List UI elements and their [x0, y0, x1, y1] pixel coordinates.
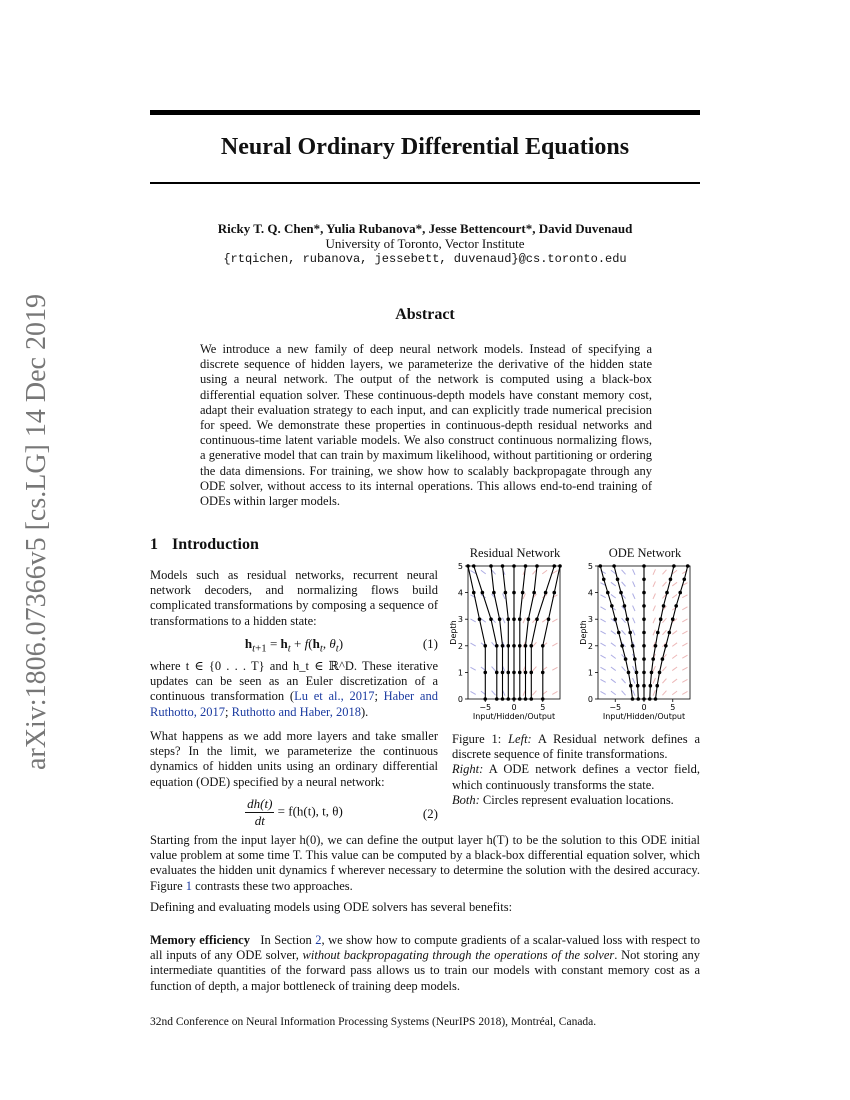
- field-arrow: [662, 667, 666, 671]
- evaluation-point: [635, 671, 639, 675]
- evaluation-point: [521, 591, 525, 595]
- caption-right-text: A ODE network defines a vector field, which continuously transforms the state.: [452, 762, 700, 792]
- paper-title: Neural Ordinary Differential Equations: [220, 134, 630, 160]
- field-arrow: [492, 691, 496, 695]
- emails: {rtqichen, rubanova, jessebett, duvenaud}@cs.toronto.edu: [223, 252, 627, 266]
- intro-p2-text: where t ∈ {0 . . . T} and h_t ∈ ℝ^D. These iterative updates can be seen as an Euler discretization of a continuous transformation (: [150, 659, 438, 704]
- y-axis-label: Depth: [449, 620, 458, 645]
- intro-p4-end: contrasts these two approaches.: [192, 878, 353, 893]
- field-arrow: [662, 570, 666, 574]
- field-arrow: [622, 691, 626, 695]
- field-arrow: [672, 631, 677, 635]
- y-tick-label: 1: [587, 668, 593, 678]
- evaluation-point: [495, 671, 499, 675]
- evaluation-point: [529, 644, 533, 648]
- evaluation-point: [541, 644, 545, 648]
- y-tick-label: 4: [587, 588, 593, 598]
- section-title: Introduction: [172, 536, 259, 553]
- evaluation-point: [506, 671, 510, 675]
- field-arrow: [532, 642, 536, 646]
- evaluation-point: [478, 617, 482, 621]
- field-arrow: [611, 631, 616, 635]
- field-arrow: [633, 630, 635, 635]
- y-tick-label: 3: [587, 615, 593, 625]
- p6-text-a: In Section: [260, 933, 316, 947]
- intro-paragraph-5: Defining and evaluating models using ODE solvers has several benefits:: [150, 900, 513, 914]
- caption-both-text: Circles represent evaluation locations.: [479, 792, 674, 807]
- evaluation-point: [654, 644, 658, 648]
- evaluation-point: [501, 644, 505, 648]
- evaluation-point: [613, 617, 617, 621]
- cite-ruthotto[interactable]: Ruthotto and Haber, 2018: [231, 704, 361, 719]
- field-arrow: [653, 630, 655, 635]
- evaluation-point: [481, 591, 485, 595]
- field-arrow: [622, 570, 626, 574]
- evaluation-point: [642, 604, 646, 608]
- field-arrow: [682, 679, 687, 682]
- evaluation-point: [498, 617, 502, 621]
- field-arrow: [481, 619, 486, 623]
- equation-2-rhs: = f(h(t), t, θ): [274, 803, 343, 819]
- evaluation-point: [627, 671, 631, 675]
- intro-paragraph-3: What happens as we add more layers and take smaller steps? In the limit, we parameterize the continuous dynamics of hidden units using an ordinary differential equation (ODE) specified by a neural network:: [150, 729, 438, 789]
- evaluation-point: [626, 617, 630, 621]
- x-tick-label: 0: [511, 703, 517, 712]
- field-arrow: [552, 643, 557, 646]
- field-arrow: [653, 666, 655, 671]
- trajectory-line: [520, 566, 526, 699]
- evaluation-point: [669, 578, 673, 582]
- caption-left-text: A Residual network defines a discrete sequence of finite transformations.: [452, 732, 701, 762]
- trajectory-line: [503, 566, 509, 699]
- evaluation-point: [524, 671, 528, 675]
- evaluation-point: [472, 591, 476, 595]
- evaluation-point: [552, 591, 556, 595]
- p6-italic: without backpropagating through the operations of the solver: [302, 948, 615, 963]
- evaluation-point: [512, 671, 516, 675]
- cite-sep: ;: [374, 689, 384, 704]
- evaluation-point: [512, 591, 516, 595]
- evaluation-point: [501, 671, 505, 675]
- evaluation-point: [631, 644, 635, 648]
- evaluation-point: [651, 657, 655, 661]
- evaluation-point: [674, 604, 678, 608]
- abstract-heading: Abstract: [395, 306, 455, 323]
- figure-caption: [452, 732, 700, 808]
- affiliation: University of Toronto, Vector Institute: [325, 236, 525, 251]
- evaluation-point: [642, 591, 646, 595]
- evaluation-point: [642, 578, 646, 582]
- trajectory-line: [656, 566, 688, 699]
- field-arrow: [600, 655, 605, 658]
- evaluation-point: [642, 684, 646, 688]
- evaluation-point: [541, 671, 545, 675]
- evaluation-point: [633, 657, 637, 661]
- equation-1-number: (1): [422, 636, 438, 651]
- y-tick-label: 5: [587, 562, 593, 571]
- evaluation-point: [655, 684, 659, 688]
- field-arrow: [470, 619, 475, 622]
- x-tick-label: 5: [670, 703, 676, 712]
- field-arrow: [653, 606, 655, 611]
- cite-haber[interactable]: Haber and Ruthotto, 2017: [150, 689, 438, 719]
- evaluation-point: [512, 644, 516, 648]
- evaluation-point: [483, 644, 487, 648]
- caption-left-label: Left:: [508, 732, 532, 746]
- field-arrow: [503, 593, 505, 598]
- field-arrow: [662, 679, 666, 683]
- evaluation-point: [642, 644, 646, 648]
- field-arrow: [653, 581, 655, 586]
- field-arrow: [552, 667, 557, 670]
- field-arrow: [552, 691, 557, 694]
- evaluation-point: [602, 578, 606, 582]
- figure-ref[interactable]: 1: [185, 878, 193, 893]
- field-arrow: [653, 678, 655, 683]
- ode-network-plot: [579, 562, 690, 721]
- evaluation-point: [619, 591, 623, 595]
- field-arrow: [653, 593, 655, 598]
- y-tick-label: 0: [457, 695, 463, 704]
- field-arrow: [633, 678, 635, 683]
- field-arrow: [622, 618, 626, 622]
- field-arrow: [600, 679, 605, 682]
- field-arrow: [622, 667, 626, 671]
- field-arrow: [672, 655, 677, 659]
- conference-footnote: 32nd Conference on Neural Information Processing Systems (NeurIPS 2018), Montréal, Canada.: [150, 1016, 597, 1028]
- field-arrow: [682, 667, 687, 670]
- field-arrow: [600, 643, 605, 646]
- field-arrow: [600, 595, 605, 598]
- x-tick-label: 0: [641, 703, 647, 712]
- field-arrow: [633, 581, 635, 586]
- evaluation-point: [662, 604, 666, 608]
- evaluation-point: [658, 671, 662, 675]
- evaluation-point: [642, 617, 646, 621]
- evaluation-point: [636, 684, 640, 688]
- evaluation-point: [661, 657, 665, 661]
- field-arrow: [611, 643, 616, 647]
- field-arrow: [633, 606, 635, 611]
- field-arrow: [600, 667, 605, 670]
- field-arrow: [672, 594, 677, 598]
- evaluation-point: [682, 578, 686, 582]
- evaluation-point: [659, 617, 663, 621]
- evaluation-point: [629, 684, 633, 688]
- evaluation-point: [628, 631, 632, 635]
- field-arrow: [662, 618, 666, 622]
- evaluation-point: [495, 644, 499, 648]
- evaluation-point: [518, 617, 522, 621]
- evaluation-point: [649, 684, 653, 688]
- evaluation-point: [492, 591, 496, 595]
- evaluation-point: [624, 657, 628, 661]
- field-arrow: [633, 618, 635, 623]
- field-arrow: [672, 582, 677, 586]
- evaluation-point: [668, 631, 672, 635]
- intro-p4-text: Starting from the input layer h(0), we can define the output layer h(T) to be the solution to this ODE initial value problem at some time T. This value can be computed by a black-box differential equation solver, which evaluates the hidden unit dynamics f wherever necessary to determine the solution with the desired accuracy. Figure: [150, 833, 700, 893]
- field-arrow: [682, 655, 687, 658]
- section-number: 1: [150, 536, 158, 553]
- field-arrow: [532, 691, 536, 695]
- field-arrow: [481, 570, 486, 574]
- cite-lu[interactable]: Lu et al., 2017: [294, 689, 375, 704]
- p6-text-c: . Not storing any intermediate quantities of the forward pass allows us to train our models with constant memory cost as a function of depth, a major bottleneck of training deep models.: [150, 948, 700, 993]
- evaluation-point: [512, 617, 516, 621]
- field-arrow: [672, 667, 677, 671]
- evaluation-point: [518, 644, 522, 648]
- evaluation-point: [518, 671, 522, 675]
- evaluation-point: [664, 644, 668, 648]
- field-arrow: [611, 655, 616, 659]
- y-tick-label: 2: [587, 641, 593, 651]
- y-tick-label: 2: [457, 641, 463, 651]
- cite-sep: ;: [225, 704, 232, 719]
- field-arrow: [611, 679, 616, 683]
- field-arrow: [633, 593, 635, 598]
- equation-2-denominator: dt: [254, 813, 265, 828]
- evaluation-point: [650, 671, 654, 675]
- evaluation-point: [620, 644, 624, 648]
- caption-both-label: Both:: [452, 792, 480, 807]
- field-arrow: [523, 618, 525, 623]
- arxiv-id: arXiv:1806.07366v5 [cs.LG] 14 Dec 2019: [21, 294, 52, 770]
- field-arrow: [600, 607, 605, 610]
- evaluation-point: [610, 604, 614, 608]
- x-tick-label: 5: [540, 703, 546, 712]
- x-axis-label: Input/Hidden/Output: [472, 712, 556, 721]
- field-arrow: [470, 691, 475, 694]
- equation-2-numerator: dh(t): [247, 796, 273, 811]
- evaluation-point: [504, 591, 508, 595]
- p6-text-b: , we show how to compute gradients of a scalar-valued loss with respect to all inputs of any ODE solver,: [150, 933, 700, 963]
- field-arrow: [682, 691, 687, 694]
- field-arrow: [611, 667, 616, 671]
- trajectory-line: [543, 566, 560, 699]
- evaluation-point: [642, 631, 646, 635]
- field-arrow: [682, 607, 687, 610]
- field-arrow: [633, 666, 635, 671]
- field-arrow: [523, 593, 525, 598]
- field-arrow: [633, 690, 635, 695]
- field-arrow: [622, 630, 626, 634]
- evaluation-point: [483, 671, 487, 675]
- field-arrow: [682, 619, 687, 622]
- intro-p2-end: ).: [360, 704, 369, 719]
- y-tick-label: 1: [457, 668, 463, 678]
- field-arrow: [662, 582, 666, 586]
- field-arrow: [672, 691, 677, 695]
- field-arrow: [672, 643, 677, 647]
- evaluation-point: [527, 617, 531, 621]
- intro-paragraph-1: Models such as residual networks, recurrent neural network decoders, and normalizing flows build complicated transformations by composing a sequence of transformations to a hidden state:: [150, 568, 438, 628]
- fig-right-title: ODE Network: [608, 546, 682, 560]
- equation-1-body: $h_{t+1} = h_t + f(h_t$, $\theta_t$): [244, 636, 344, 655]
- y-tick-label: 5: [457, 562, 463, 571]
- field-arrow: [611, 582, 616, 586]
- x-tick-label: −5: [609, 703, 622, 712]
- trajectory-line: [468, 566, 485, 699]
- evaluation-point: [606, 591, 610, 595]
- evaluation-point: [617, 631, 621, 635]
- y-tick-label: 0: [587, 695, 593, 704]
- field-arrow: [622, 582, 626, 586]
- field-arrow: [622, 679, 626, 683]
- evaluation-point: [671, 617, 675, 621]
- evaluation-point: [489, 617, 493, 621]
- field-arrow: [542, 619, 547, 623]
- equation-2-number: (2): [422, 806, 438, 821]
- field-arrow: [532, 667, 536, 671]
- field-arrow: [682, 631, 687, 634]
- field-arrow: [503, 618, 505, 623]
- x-tick-label: −5: [479, 703, 492, 712]
- field-arrow: [662, 691, 666, 695]
- field-arrow: [542, 570, 547, 574]
- evaluation-point: [547, 617, 551, 621]
- field-arrow: [662, 630, 666, 634]
- evaluation-point: [532, 591, 536, 595]
- evaluation-point: [623, 604, 627, 608]
- authors: Ricky T. Q. Chen*, Yulia Rubanova*, Jesse Bettencourt*, David Duvenaud: [217, 221, 633, 236]
- section-ref[interactable]: 2: [315, 933, 322, 947]
- x-axis-label: Input/Hidden/Output: [602, 712, 686, 721]
- field-arrow: [633, 569, 635, 574]
- field-arrow: [682, 595, 687, 598]
- y-axis-label: Depth: [579, 620, 588, 645]
- evaluation-point: [642, 657, 646, 661]
- field-arrow: [470, 643, 475, 646]
- field-arrow: [492, 642, 496, 646]
- abstract-text: We introduce a new family of deep neural network models. Instead of specifying a discrete sequence of hidden layers, we parameterize the derivative of the hidden state using a neural network. The output of the network is computed using a black-box differential equation solver. These continuous-depth models have constant memory cost, adapt their evaluation strategy to each input, and can explicitly trade numerical precision for speed. We demonstrate these properties in continuous-depth residual networks and continuous-time latent variable models. We also construct continuous normalizing flows, a generative model that can train by maximum likelihood, without partitioning or ordering the data dimensions. For training, we show how to scalably backpropagate through any ODE solver, without access to its internal operations. This allows end-to-end training of ODEs within larger models.: [200, 342, 652, 509]
- evaluation-point: [665, 591, 669, 595]
- field-arrow: [653, 569, 655, 574]
- caption-right-label: Right:: [452, 762, 484, 777]
- field-arrow: [492, 667, 496, 671]
- evaluation-point: [642, 671, 646, 675]
- field-arrow: [653, 690, 655, 695]
- fig-left-title: Residual Network: [469, 546, 561, 560]
- evaluation-point: [506, 644, 510, 648]
- evaluation-point: [678, 591, 682, 595]
- field-arrow: [611, 594, 616, 598]
- field-arrow: [470, 667, 475, 670]
- memory-efficiency-heading: Memory efficiency: [150, 933, 250, 947]
- field-arrow: [672, 679, 677, 683]
- evaluation-point: [524, 644, 528, 648]
- field-arrow: [600, 691, 605, 694]
- evaluation-point: [616, 578, 620, 582]
- field-arrow: [611, 691, 616, 695]
- evaluation-point: [506, 617, 510, 621]
- caption-label: Figure 1:: [452, 732, 509, 746]
- field-arrow: [552, 619, 557, 622]
- field-arrow: [600, 631, 605, 634]
- evaluation-point: [529, 671, 533, 675]
- field-arrow: [653, 618, 655, 623]
- field-arrow: [600, 619, 605, 622]
- field-arrow: [682, 643, 687, 646]
- y-tick-label: 4: [457, 588, 463, 598]
- residual-network-plot: [449, 562, 562, 721]
- evaluation-point: [535, 617, 539, 621]
- evaluation-point: [544, 591, 548, 595]
- evaluation-point: [656, 631, 660, 635]
- y-tick-label: 3: [457, 615, 463, 625]
- trajectory-line: [600, 566, 632, 699]
